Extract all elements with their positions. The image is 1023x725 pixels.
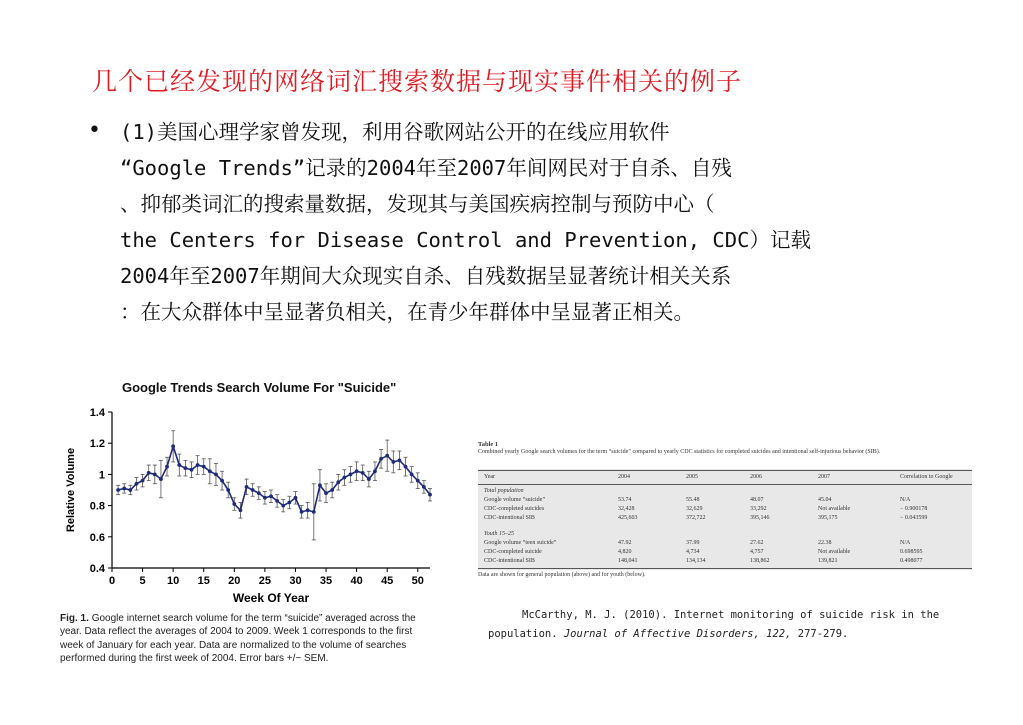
data-point: [294, 496, 298, 500]
data-point: [239, 508, 243, 512]
reference-journal: Journal of Affective Disorders, 122,: [563, 628, 792, 640]
table-note: Data are shown for general population (above) and for youth (below).: [478, 572, 646, 578]
data-point: [306, 508, 310, 512]
series-line: [118, 446, 430, 512]
data-point: [379, 457, 383, 461]
data-point: [171, 444, 175, 448]
data-point: [373, 469, 377, 473]
data-point: [422, 485, 426, 489]
table-cell: 395,146: [750, 515, 770, 521]
data-point: [391, 460, 395, 464]
table-cell: 139,821: [818, 558, 838, 564]
data-point: [208, 469, 212, 473]
table-cell: 148,041: [618, 558, 638, 564]
data-point: [153, 473, 157, 477]
reference-line-2: [488, 625, 958, 644]
x-tick-label: 40: [350, 575, 363, 587]
x-axis-label: Week Of Year: [232, 591, 310, 605]
data-point: [385, 454, 389, 458]
y-tick-label: 1.2: [89, 438, 105, 451]
table-top-rule: [478, 470, 972, 471]
table-cell: 138,862: [750, 558, 770, 564]
table-cell: 134,134: [686, 558, 706, 564]
data-point: [183, 466, 187, 470]
table-cell: 48.07: [750, 497, 764, 503]
table-cell: N/A: [900, 497, 911, 503]
table-cell: − 0.043599: [900, 515, 928, 521]
figure-caption-label: Fig. 1.: [60, 613, 89, 624]
data-point: [196, 463, 200, 467]
x-tick-label: 0: [108, 575, 116, 587]
data-point: [269, 494, 273, 498]
data-point: [318, 483, 322, 487]
paragraph-line: “Google Trends”记录的2004年至2007年间网民对于自杀、自残: [120, 156, 732, 180]
reference-prefix: population.: [488, 628, 564, 640]
reference-citation: [488, 606, 958, 644]
y-tick-label: 1: [98, 469, 105, 482]
reference-line-1: McCarthy, M. J. (2010). Internet monitoring of suicide risk in the: [522, 609, 940, 621]
paragraph-line: ：在大众群体中呈显著负相关，在青少年群体中呈显著正相关。: [120, 300, 694, 324]
x-tick-label: 35: [319, 575, 333, 587]
figure-caption: [60, 612, 438, 666]
table-cell: N/A: [900, 540, 911, 546]
table-1: [478, 441, 978, 578]
data-point: [116, 488, 120, 492]
data-point: [190, 468, 194, 472]
x-tick-label: 20: [228, 575, 241, 587]
x-tick-label: 45: [381, 575, 394, 587]
search-volume-chart: [60, 390, 440, 620]
table-cell: Google volume “teen suicide”: [484, 540, 557, 546]
table-cell: Google volume “suicide”: [484, 497, 545, 503]
reference-pages: 277-279.: [791, 628, 849, 640]
data-point: [122, 487, 126, 491]
data-point: [324, 491, 328, 495]
table-cell: CDC-intentional SIB: [484, 515, 535, 521]
data-point: [232, 502, 236, 506]
data-point: [220, 479, 224, 483]
table-header-cell: 2006: [750, 474, 762, 480]
x-tick-label: 5: [139, 575, 146, 587]
chart-title: Google Trends Search Volume For "Suicide": [122, 380, 397, 395]
bullet-paragraph: [120, 114, 970, 330]
data-point: [330, 488, 334, 492]
data-point: [245, 485, 249, 489]
paragraph-line: the Centers for Disease Control and Prevention, CDC）记载: [120, 228, 811, 252]
data-point: [251, 488, 255, 492]
data-point: [398, 458, 402, 462]
table-cell: 55.48: [686, 497, 700, 503]
data-point: [214, 473, 218, 477]
table-section-label: Youth 15–25: [484, 531, 514, 537]
paragraph-line: 、抑郁类词汇的搜索量数据，发现其与美国疾病控制与预防中心（: [120, 192, 715, 216]
data-point: [428, 493, 432, 497]
x-tick-label: 10: [167, 575, 180, 587]
data-point: [275, 499, 279, 503]
data-point: [300, 510, 304, 514]
figure-caption-text: Google internet search volume for the term “suicide” averaged across the year. Data reflect the averages of 2004 to 2009. Week 1 corresponds to the first week of January for each year. Data are normalized to the volume of searches performed during the first week of 2004. Error bars +/− SEM.: [60, 613, 416, 665]
data-point: [165, 465, 169, 469]
table-cell: 372,722: [686, 515, 706, 521]
y-tick-label: 0.8: [89, 500, 105, 513]
table-cell: 22.38: [818, 540, 832, 546]
table-section-label: Total population: [484, 488, 524, 494]
table-cell: 27.62: [750, 540, 764, 546]
table-label: Table 1: [478, 441, 499, 448]
data-point: [404, 465, 408, 469]
table-cell: 4,820: [618, 549, 632, 555]
data-point: [128, 488, 132, 492]
y-tick-label: 0.4: [89, 563, 105, 575]
data-point: [312, 510, 316, 514]
table-cell: CDC-completed suicides: [484, 506, 545, 512]
data-point: [349, 473, 353, 477]
data-point: [135, 482, 139, 486]
slide-title: 几个已经发现的网络词汇搜索数据与现实事件相关的例子: [92, 67, 743, 96]
data-point: [287, 501, 291, 505]
x-tick-label: 15: [197, 575, 210, 587]
table-header-cell: Correlation to Google: [900, 474, 953, 480]
table-cell: 0.698595: [900, 549, 923, 555]
paragraph-line: (1)美国心理学家曾发现，利用谷歌网站公开的在线应用软件: [120, 120, 670, 144]
data-point: [336, 480, 340, 484]
table-cell: 395,175: [818, 515, 838, 521]
data-point: [361, 471, 365, 475]
table-bottom-rule: [478, 568, 972, 569]
x-tick-label: 50: [411, 575, 424, 587]
table-cell: 53.74: [618, 497, 632, 503]
data-point: [281, 504, 285, 508]
table-cell: 4,734: [686, 549, 700, 555]
table-cell: Not available: [818, 549, 851, 555]
y-tick-label: 1.4: [89, 407, 105, 419]
data-point: [342, 476, 346, 480]
data-point: [263, 496, 267, 500]
table-header-cell: Year: [484, 474, 496, 480]
data-point: [141, 479, 145, 483]
paragraph-line: 2004年至2007年期间大众现实自杀、自残数据呈显著统计相关关系: [120, 264, 732, 288]
x-tick-label: 25: [258, 575, 272, 587]
data-point: [159, 477, 163, 481]
table-cell: Not available: [818, 506, 851, 512]
table-cell: − 0.900178: [900, 506, 928, 512]
table-header-cell: 2007: [818, 474, 830, 480]
data-point: [355, 469, 359, 473]
table-caption: Combined yearly Google search volumes for the term “suicide” compared to yearly CDC statistics for completed suicides and intentional self-injurious behavior (SIB).: [478, 449, 881, 455]
data-point: [367, 477, 371, 481]
table-cell: CDC-completed suicide: [484, 549, 542, 555]
data-point: [202, 465, 206, 469]
table-cell: 32,629: [686, 506, 703, 512]
data-point: [177, 463, 181, 467]
data-point: [416, 479, 420, 483]
table-cell: 37.99: [686, 540, 700, 546]
y-axis-label: Relative Volume: [65, 447, 77, 533]
table-body: [478, 469, 972, 570]
table-header-rule: [478, 484, 972, 485]
data-point: [147, 471, 151, 475]
table-header-cell: 2005: [686, 474, 698, 480]
table-cell: 45.04: [818, 497, 832, 503]
x-tick-label: 30: [289, 575, 302, 587]
table-cell: 425,603: [618, 515, 638, 521]
data-point: [226, 488, 230, 492]
table-cell: 4,757: [750, 549, 764, 555]
data-point: [410, 473, 414, 477]
y-tick-label: 0.6: [89, 531, 105, 544]
data-point: [257, 491, 261, 495]
table-cell: 0.498077: [900, 558, 923, 564]
table-cell: CDC-intentional SIB: [484, 558, 535, 564]
table-header-cell: 2004: [618, 474, 630, 480]
table-cell: 47.92: [618, 540, 632, 546]
figure-1: [60, 380, 440, 670]
table-cell: 33,292: [750, 506, 767, 512]
bullet-marker: •: [88, 118, 101, 143]
table-cell: 32,428: [618, 506, 635, 512]
